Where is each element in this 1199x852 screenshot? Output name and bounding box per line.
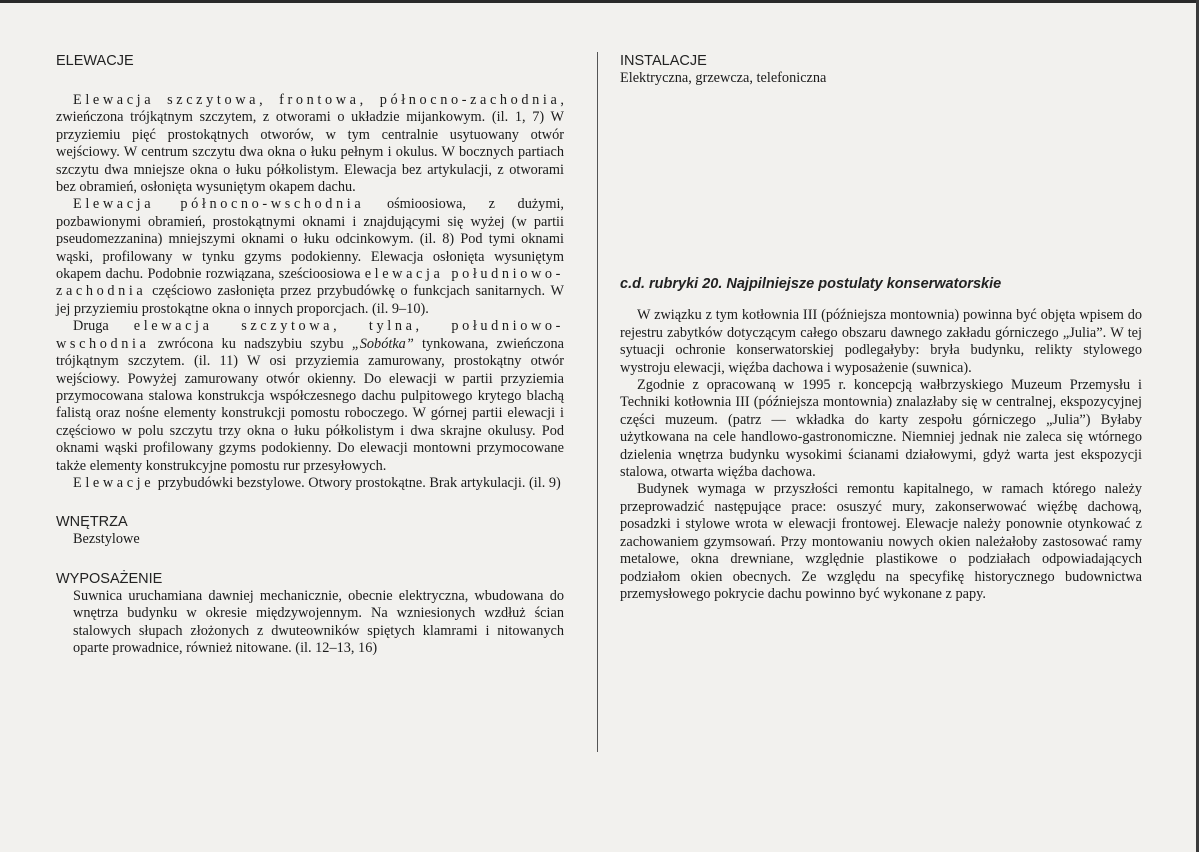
postulaty-paragraph-2: Zgodnie z opracowaną w 1995 r. koncepcją wałbrzyskiego Muzeum Przemysłu i Techniki kotłownia III (późniejsza montownia) znalazłaby się w centralnej, ekspozycyjnej części muzeum. (patrz — wkładka do karty zespołu górniczego „Julia”) Byłaby użytkowana na cele handlowo-gastronomiczne. Niemniej jednak nie zaleca się wtórnego dzielenia wnętrza budynku wysokimi ścianami działowymi, gdyż warta jest ekspozycji stalowa, otwarta więźba dachowa. — [620, 377, 1142, 481]
wnetrza-heading: WNĘTRZA — [56, 514, 128, 531]
elewacje-paragraph-1 — [56, 92, 564, 196]
elewacja-pn-wsch-text: ośmioosiowa, z dużymi, pozbawionymi obramień, prostokątnymi oknami i znajdującymi się wyżej (w partii pseudomezzanina) mniejszymi oknami o łuku odcinkowym. (il. 8) Pod tymi oknami wąski, profilowany w tynku gzyms podokienny. Elewacja osłonięta wysuniętym okapem dachu. Podobnie rozwiązana, sześcioosiowa — [56, 196, 565, 283]
elewacje-przybudowki-term: Elewacje — [73, 474, 155, 491]
szyb-sobotka-name: „Sobótka” — [351, 335, 414, 352]
postulaty-heading: c.d. rubryki 20. Najpilniejsze postulaty konserwatorskie — [620, 276, 1002, 293]
elewacja-tylna-text-b: tynkowana, zwieńczona trójkątnym szczytem. (il. 11) W osi przyziemia zamurowany, prostokątny otwór wejściowy. Powyżej zamurowany otwór okienny. Do elewacji w partii przyziemia przymocowana stalowa konstrukcja współczesnego dachu pulpitowego krytego blachą falistą oraz nośne elementy konstrukcji pomostu roboczego. W górnej partii elewacji i częściowo w polu szczytu trzy okna o łuku półkolistym i dwa skrajne okulusy. Pod oknami wąski profilowany gzyms podokienny. Do elewacji montowni przymocowane także elementy konstrukcyjne pomostu rur przesyłowych. — [56, 335, 564, 474]
elewacja-pn-wsch-term: Elewacja północno-wschodnia — [73, 196, 365, 213]
elewacja-pd-zach-term: elewacja południowo-zachodnia — [56, 266, 565, 300]
elewacja-frontowa-text: , zwieńczona trójkątnym szczytem, z otworami o układzie mijankowym. (il. 1, 7) W przyziemiu pięć prostokątnych otworów, w tym centralnie usytuowany otwór wejściowy. W centrum szczytu dwa okna o łuku pełnym i okulus. W bocznych partiach szczytu dwa mniejsze okna o łuku półkolistym. Elewacja bez artykulacji, z otworami bez obramień, osłonięta wysuniętym okapem dachu. — [56, 92, 564, 196]
left-column — [56, 53, 564, 657]
right-column — [620, 53, 1142, 603]
scan-edge-top — [0, 0, 1199, 3]
instalacje-heading: INSTALACJE — [620, 53, 707, 69]
postulaty-paragraph-1: W związku z tym kotłownia III (późniejsza montownia) powinna być objęta wpisem do rejestru zabytków dotyczącym całego obszaru dawnego zakładu górniczego „Julia”. W tej sytuacji ochronie konserwatorskiej podlegałyby: bryła budynku, relikty stylowego wystroju elewacji, więźba dachowa i wyposażenie (suwnica). — [620, 307, 1142, 376]
elewacja-tylna-term: elewacja szczytowa, tylna, południowo-wschodnia — [56, 318, 564, 352]
column-divider — [597, 52, 598, 752]
instalacje-text: Elektryczna, grzewcza, telefoniczna — [620, 70, 827, 86]
postulaty-paragraph-3: Budynek wymaga w przyszłości remontu kapitalnego, w ramach którego należy przeprowadzić następujące prace: osuszyć mury, zakonserwować więźbę dachową, posadzki i stylowe wrota w elewacji frontowej. Elewacje należy ponownie otynkować z zachowaniem gzymsowań. Przy montowaniu nowych okien należałoby zastosować ramy metalowe, okna drewniane, względnie plastikowe o podziałach odpowiadających podziałom okien obecnych. Ze względu na specyfikę historycznego budownictwa przemysłowego pokrycie dachu powinno być wykonane z papy. — [620, 481, 1142, 602]
elewacje-heading: ELEWACJE — [56, 53, 134, 69]
elewacja-tylna-lead: Druga — [73, 318, 134, 335]
elewacje-paragraph-2 — [56, 196, 564, 318]
elewacja-pd-zach-text: częściowo zasłonięta przez przybudówkę o funkcjach sanitarnych. W jej przyziemiu prostokątne okna o innych proporcjach. (il. 9–10). — [56, 283, 564, 317]
wyposazenie-text: Suwnica uruchamiana dawniej mechanicznie, obecnie elektryczna, wbudowana do wnętrza budynku w okresie międzywojennym. Na wzniesionych wzdłuż ścian stalowych słupach złożonych z dwuteowników spiętych klamrami i nitowanych oparte prowadnice, również nitowane. (il. 12–13, 16) — [73, 587, 564, 656]
elewacja-frontowa-term: Elewacja szczytowa, frontowa, północno-zachodnia — [73, 92, 561, 108]
wnetrza-text: Bezstylowe — [73, 531, 140, 548]
elewacje-przybudowki-text: przybudówki bezstylowe. Otwory prostokątne. Brak artykulacji. (il. 9) — [154, 474, 561, 491]
elewacje-paragraph-4 — [56, 475, 564, 492]
elewacja-tylna-text-a: zwrócona ku nadszybiu szybu — [149, 335, 352, 352]
elewacje-paragraph-3 — [56, 318, 564, 475]
wyposazenie-heading: WYPOSAŻENIE — [56, 570, 163, 587]
